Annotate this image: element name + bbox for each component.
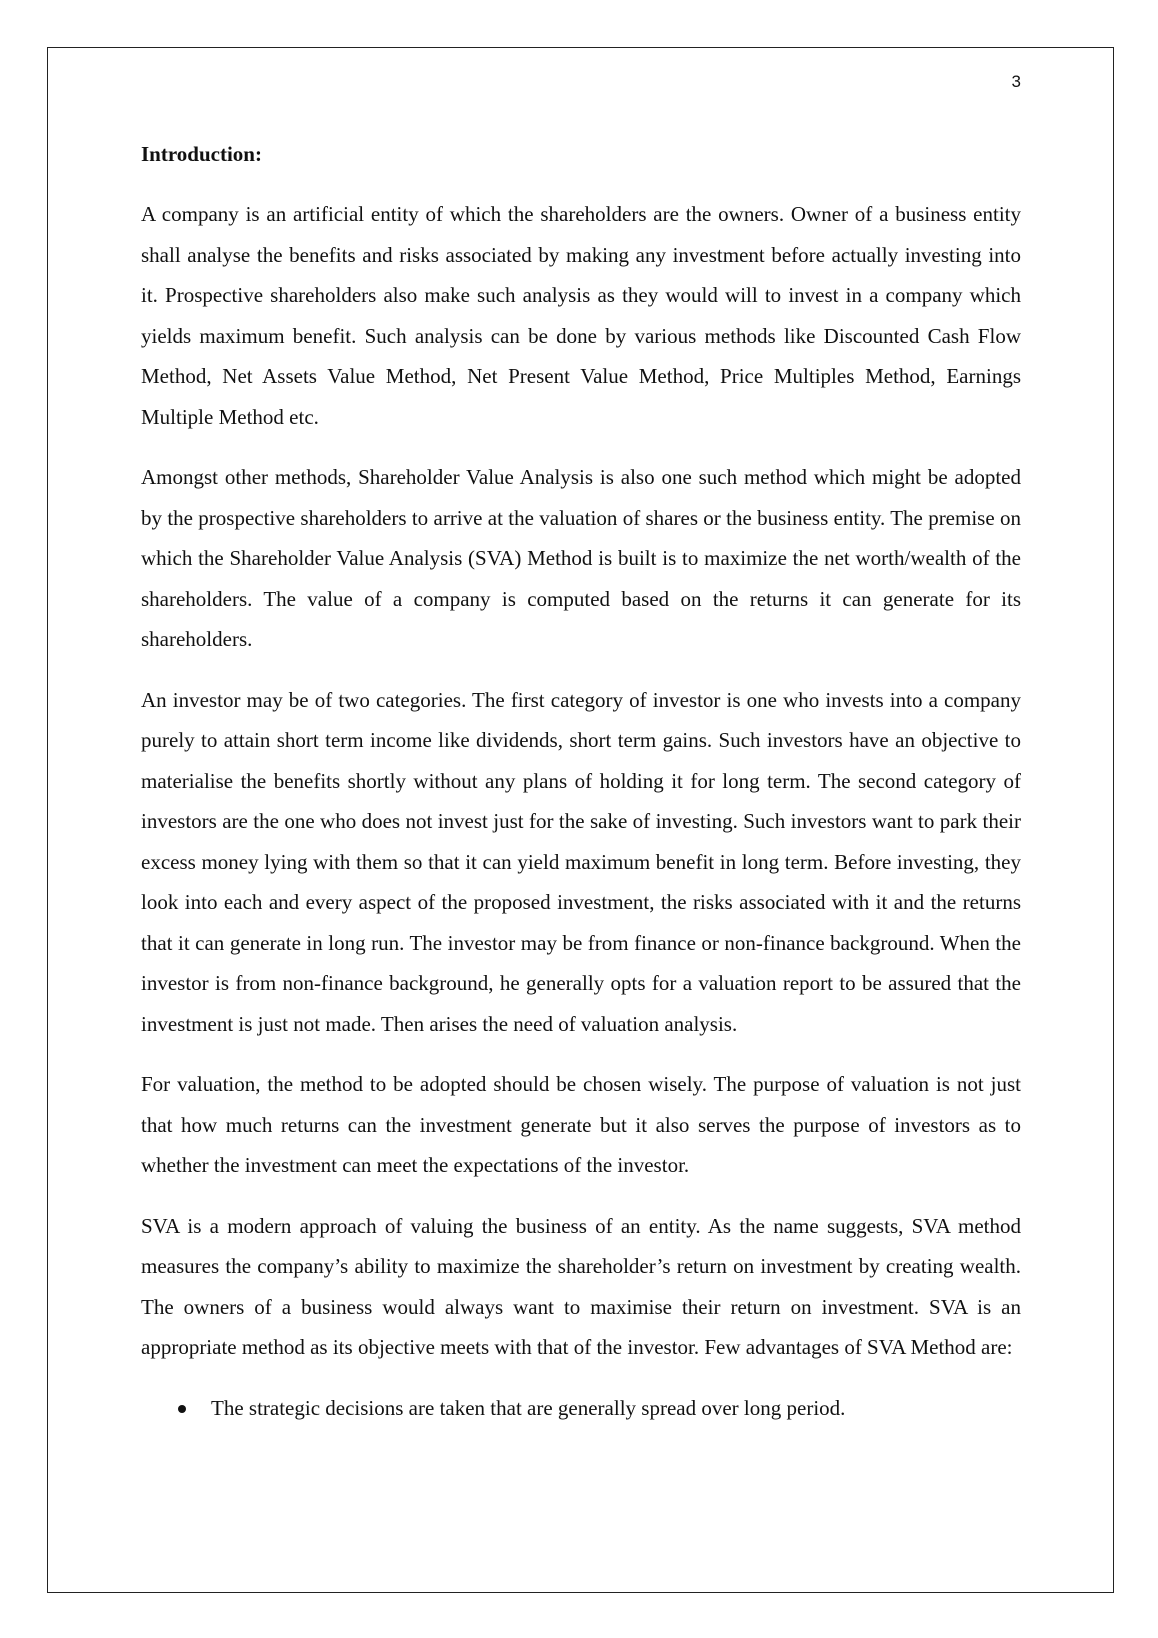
document-body <box>141 134 1021 1428</box>
list-item <box>141 1388 1021 1429</box>
paragraph-investor-categories: An investor may be of two categories. The first category of investor is one who invests into a company purely to attain short term income like dividends, short term gains. Such investors have an objective to materialise the benefits shortly without any plans of holding it for long term. The second category of investors are the one who does not invest just for the sake of investing. Such investors want to park their excess money lying with them so that it can yield maximum benefit in long term. Before investing, they look into each and every aspect of the proposed investment, the risks associated with it and the returns that it can generate in long run. The investor may be from finance or non-finance background. When the investor is from non-finance background, he generally opts for a valuation report to be assured that the investment is just not made. Then arises the need of valuation analysis. <box>141 687 1021 1036</box>
page-number: 3 <box>1011 72 1021 91</box>
paragraph-sva-overview: Amongst other methods, Shareholder Value Analysis is also one such method which might be adopted by the prospective shareholders to arrive at the valuation of shares or the business entity. The premise on which the Shareholder Value Analysis (SVA) Method is built is to maximize the net worth/wealth of the shareholders. The value of a company is computed based on the returns it can generate for its shareholders. <box>141 465 1021 651</box>
paragraph-valuation-method: For valuation, the method to be adopted should be chosen wisely. The purpose of valuation is not just that how much returns can the investment generate but it also serves the purpose of investors as to whether the investment can meet the expectations of the investor. <box>141 1072 1021 1177</box>
advantages-list <box>141 1388 1021 1429</box>
section-heading: Introduction: <box>141 142 262 166</box>
bullet-icon <box>178 1405 186 1413</box>
paragraph-sva-approach: SVA is a modern approach of valuing the business of an entity. As the name suggests, SVA method measures the company’s ability to maximize the shareholder’s return on investment by creating wealth. The owners of a business would always want to maximise their return on investment. SVA is an appropriate method as its objective meets with that of the investor. Few advantages of SVA Method are: <box>141 1213 1021 1359</box>
list-item-text: The strategic decisions are taken that are generally spread over long period. <box>211 1395 846 1420</box>
paragraph-intro: A company is an artificial entity of which the shareholders are the owners. Owner of a business entity shall analyse the benefits and risks associated by making any investment before actually investing into it. Prospective shareholders also make such analysis as they would will to invest in a company which yields maximum benefit. Such analysis can be done by various methods like Discounted Cash Flow Method, Net Assets Value Method, Net Present Value Method, Price Multiples Method, Earnings Multiple Method etc. <box>141 202 1021 429</box>
